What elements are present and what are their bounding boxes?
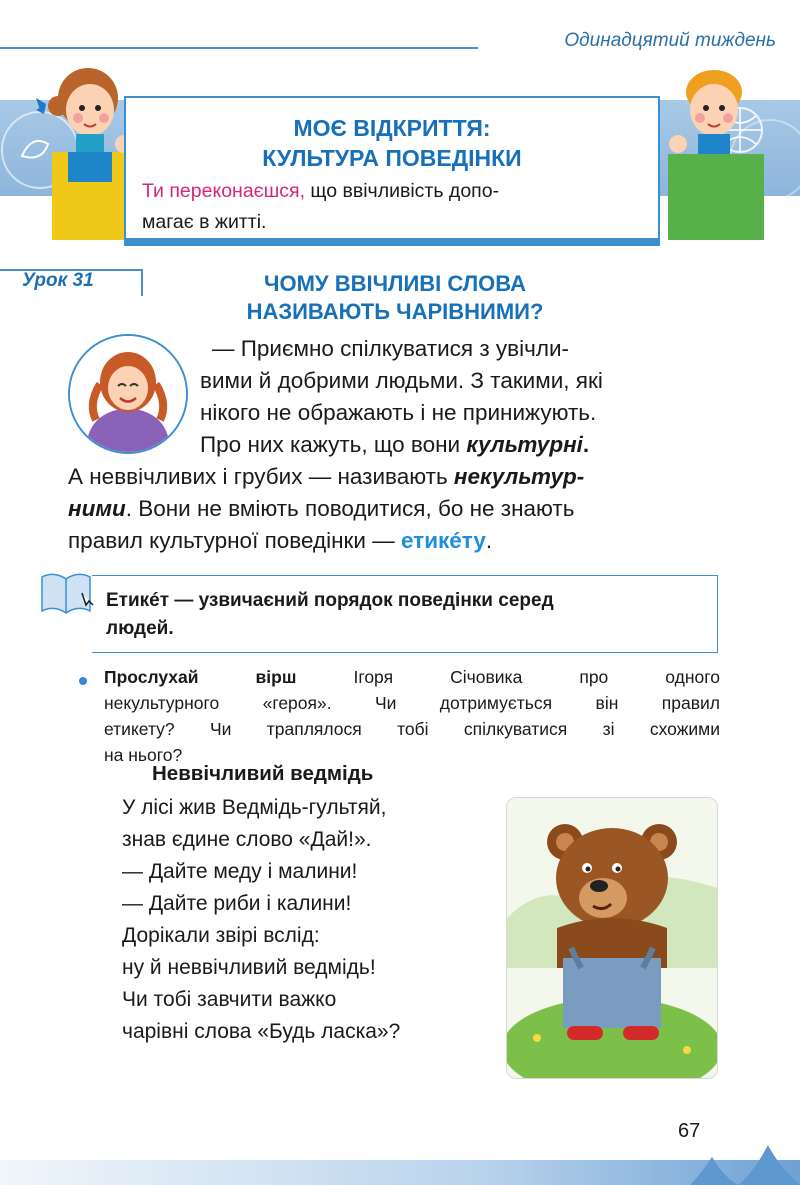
intro-line3: нікого не ображають і не принижують. [200,400,597,425]
definition-line1: Етикéт — узвичаєний порядок поведінки серед [106,590,554,611]
poem-line: Чи тобі завчити важко [122,988,337,1011]
lesson-title-line2: НАЗИВАЮТЬ ЧАРІВНИМИ? [246,299,544,324]
discovery-text [142,176,652,238]
week-title: Одинадцятий тиждень [564,30,776,51]
boy-kid-illustration [660,60,772,240]
lesson-number: Урок 31 [22,270,94,291]
definition-text [106,587,710,643]
poem-line: — Дайте риби і калини! [122,892,352,915]
page-corner-decoration [690,1120,800,1185]
intro-line2: вими й добрими людьми. З такими, які [200,368,603,393]
intro-line6: ними. Вони не вміють поводитися, бо не знають [68,496,575,521]
poem-line: У лісі жив Ведмідь-гультяй, [122,796,387,819]
poem-title: Неввічливий ведмідь [152,762,374,785]
poem-line: ну й неввічливий ведмідь! [122,956,376,979]
definition-line2: людей. [106,618,174,639]
open-book-icon [38,567,94,617]
discovery-highlight: Ти переконаєшся, [142,180,305,202]
poem-body [122,792,400,1048]
poem-line: — Дайте меду і малини! [122,860,358,883]
poem-line: знав єдине слово «Дай!». [122,828,372,851]
poem-line: Дорікали звірі вслід: [122,924,320,947]
discovery-title-line2: КУЛЬТУРА ПОВЕДІНКИ [262,145,522,171]
page-number: 67 [678,1120,701,1142]
discovery-text-line1: що ввічливість допо- [305,180,500,202]
discovery-text-line2: магає в житті. [142,211,267,233]
intro-line7: правил культурної поведінки — етикéту. [68,528,493,553]
intro-line1: — Приємно спілкуватися з увічли- [212,336,570,361]
bullet-icon [79,677,87,685]
poem-line: чарівні слова «Будь ласка»? [122,1020,401,1043]
bear-illustration [506,797,718,1079]
task-text: Прослухай вірш Ігоря Січовика про одного некультурного «героя». Чи дотримується він правил етикету? Чи траплялося тобі спілкуватися зі схожими на нього? [104,667,720,765]
header-rule [0,47,478,49]
intro-line5: А неввічливих і грубих — називають некультур- [68,464,585,489]
footer-band [0,1160,800,1185]
lesson-title-line1: ЧОМУ ВВІЧЛИВІ СЛОВА [264,271,526,296]
term-etiquette: етикéту [400,528,486,553]
discovery-title-line1: МОЄ ВІДКРИТТЯ: [293,115,491,141]
intro-line4: Про них кажуть, що вони культурні. [200,432,590,457]
girl-avatar [68,334,188,454]
